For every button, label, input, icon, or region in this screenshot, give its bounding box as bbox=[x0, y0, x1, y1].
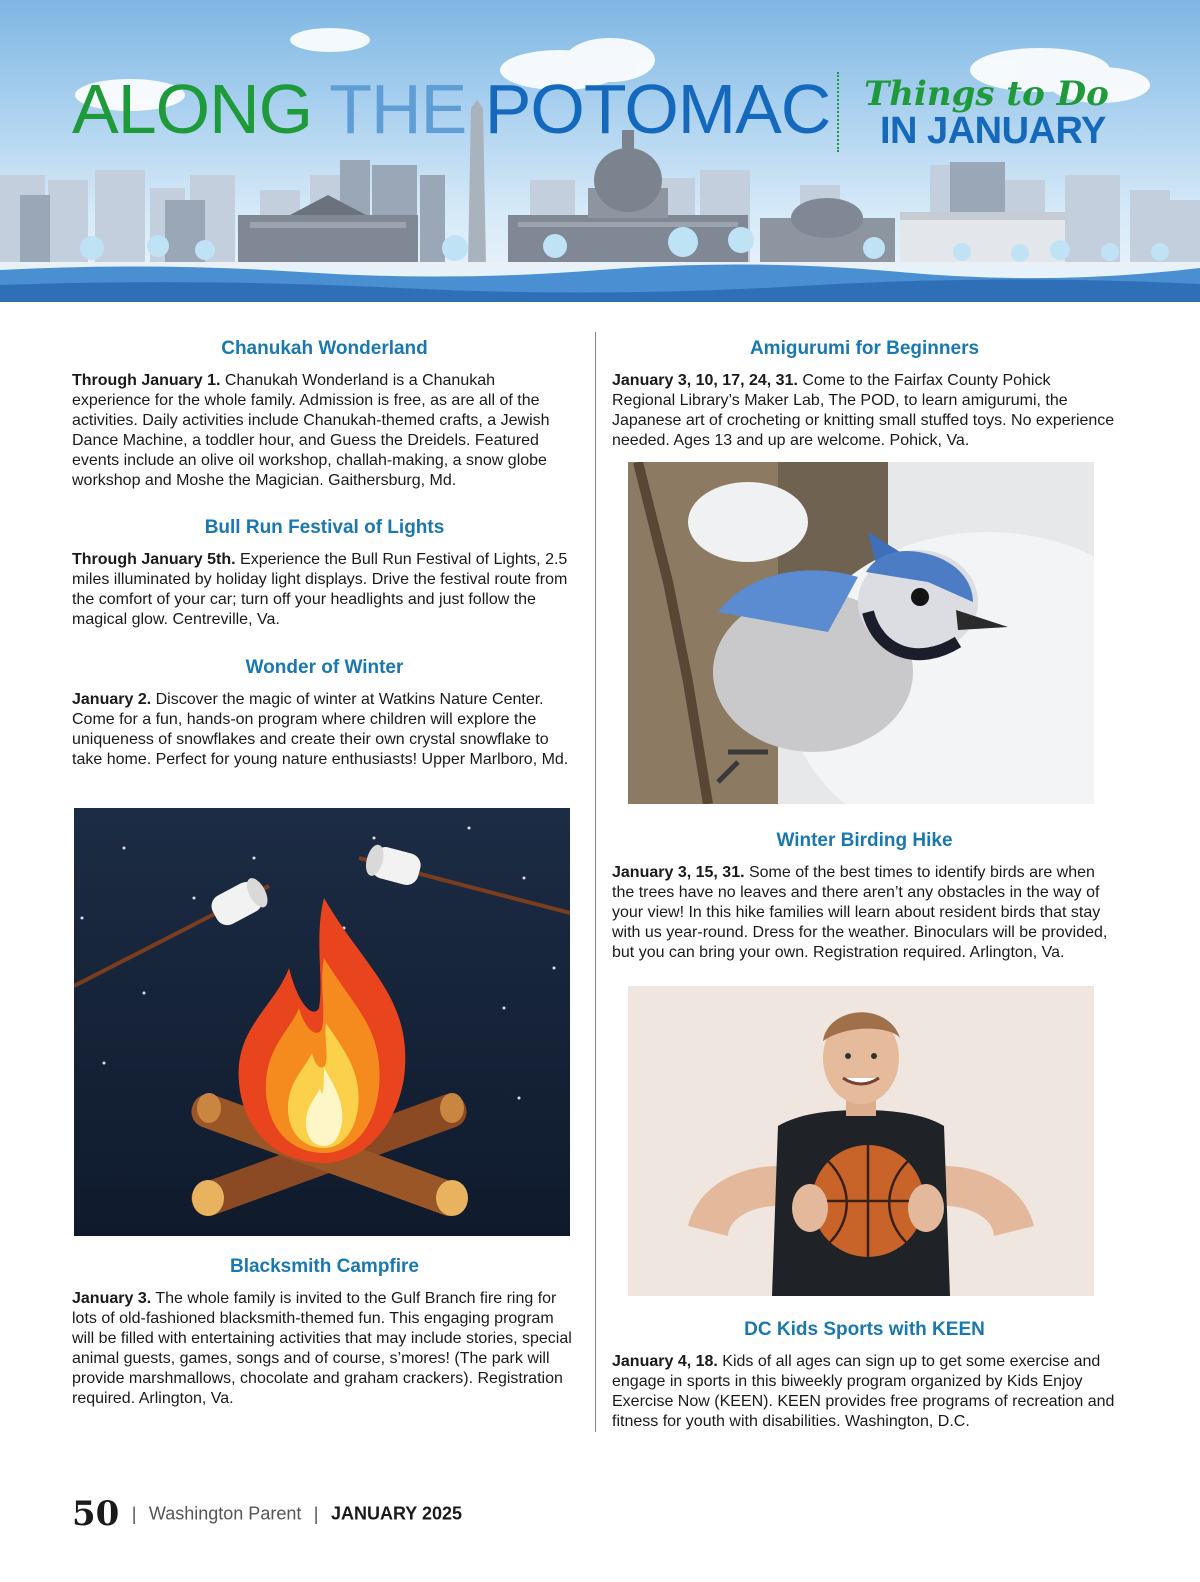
event-bull-run-festival bbox=[72, 515, 577, 630]
event-title: Wonder of Winter bbox=[245, 657, 404, 678]
event-date: January 2. bbox=[72, 691, 152, 708]
event-wonder-of-winter bbox=[72, 655, 577, 770]
event-text: Some of the best times to identify birds are when the trees have no leaves and there aren’t any obstacles in the way of your view! In this hike families will learn about resident birds that stay with us year-round. Dress for the weather. Binoculars will be provided, but you can bring your own. Registration required. Arlington, Va. bbox=[612, 864, 1108, 961]
event-text: The whole family is invited to the Gulf Branch fire ring for lots of old-fashioned blacksmith-themed fun. This engaging program will be filled with entertaining activities that may include stories, special animal guests, games, songs and of course, s’mores! (The park will provide marshmallows, chocolate and graham crackers). Registration required. Arlington, Va. bbox=[72, 1290, 572, 1407]
event-text: Discover the magic of winter at Watkins Nature Center. Come for a fun, hands-on program where children will explore the uniqueness of snowflakes and create their own crystal snowflake to take home. Perfect for young nature enthusiasts! Upper Marlboro, Md. bbox=[72, 691, 569, 768]
column-divider bbox=[595, 332, 596, 1432]
event-description bbox=[72, 690, 577, 770]
event-title: Blacksmith Campfire bbox=[229, 1256, 419, 1277]
event-title: DC Kids Sports with KEEN bbox=[744, 1319, 985, 1340]
title-divider bbox=[837, 72, 839, 152]
issue-date: JANUARY 2025 bbox=[330, 1503, 462, 1524]
event-description bbox=[72, 371, 577, 491]
page-title bbox=[72, 70, 831, 148]
event-dc-kids-sports bbox=[612, 1317, 1117, 1432]
campfire-illustration bbox=[74, 808, 570, 1236]
page-number: 50 bbox=[72, 1494, 120, 1534]
event-date: January 3, 10, 17, 24, 31. bbox=[612, 372, 798, 389]
event-date: Through January 1. bbox=[72, 372, 221, 389]
event-description bbox=[72, 1289, 577, 1409]
event-winter-birding-hike bbox=[612, 828, 1117, 963]
header-banner bbox=[0, 0, 1200, 302]
title-the: THE bbox=[329, 70, 467, 148]
footer-separator: | bbox=[131, 1503, 137, 1524]
event-title: Chanukah Wonderland bbox=[221, 338, 428, 359]
event-description bbox=[72, 550, 577, 630]
event-title: Bull Run Festival of Lights bbox=[204, 517, 445, 538]
event-date: January 3. bbox=[72, 1290, 152, 1307]
event-description bbox=[612, 863, 1117, 963]
memorial-building-2 bbox=[900, 212, 1065, 265]
event-date: Through January 5th. bbox=[72, 551, 236, 568]
title-along: ALONG bbox=[72, 70, 313, 148]
event-title: Winter Birding Hike bbox=[776, 830, 953, 851]
event-description bbox=[612, 1352, 1117, 1432]
publication-name: Washington Parent bbox=[148, 1503, 302, 1524]
event-text: Come to the Fairfax County Pohick Regional Library’s Maker Lab, The POD, to learn amigurumi, the Japanese art of crocheting or knitting small stuffed toys. No experience needed. Ages 13 and up are welcome. Pohick, Va. bbox=[612, 372, 1115, 449]
event-chanukah-wonderland bbox=[72, 336, 577, 491]
page-footer bbox=[72, 1494, 462, 1534]
event-amigurumi bbox=[612, 336, 1117, 451]
blue-jay-photo bbox=[628, 462, 1094, 804]
event-description bbox=[612, 371, 1117, 451]
event-text: Kids of all ages can sign up to get some exercise and engage in sports in this biweekly program organized by Kids Enjoy Exercise Now (KEEN). KEEN provides free programs of recreation and fitness for youth with disabilities. Washington, D.C. bbox=[612, 1353, 1115, 1430]
event-date: January 4, 18. bbox=[612, 1353, 718, 1370]
title-potomac: POTOMAC bbox=[484, 70, 831, 148]
event-title: Amigurumi for Beginners bbox=[749, 338, 980, 359]
event-text: Chanukah Wonderland is a Chanukah experience for the whole family. Admission is free, as are all of the activities. Daily activities include Chanukah-themed crafts, a Jewish Dance Machine, a toddler hour, and Guess the Dreidels. Featured events include an olive oil workshop, challah-making, a snow globe workshop and Moshe the Magician. Gaithersburg, Md. bbox=[72, 372, 550, 489]
event-text: Experience the Bull Run Festival of Lights, 2.5 miles illuminated by holiday light displays. Drive the festival route from the comfort of your car; turn off your headlights and just follow the magical glow. Centreville, Va. bbox=[72, 551, 568, 628]
event-blacksmith-campfire bbox=[72, 1254, 577, 1409]
event-date: January 3, 15, 31. bbox=[612, 864, 745, 881]
basketball-kid-photo bbox=[628, 986, 1094, 1296]
footer-separator: | bbox=[313, 1503, 319, 1524]
subtitle-month: IN JANUARY bbox=[880, 110, 1106, 152]
subtitle-script: Things to Do bbox=[864, 74, 1109, 114]
